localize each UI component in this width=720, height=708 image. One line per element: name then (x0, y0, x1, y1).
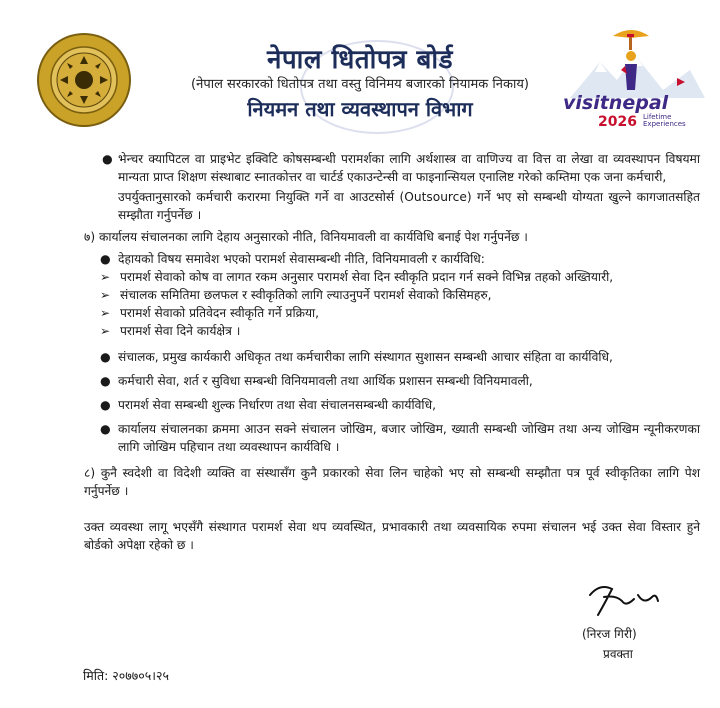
sub-bullet-1: ● देहायको विषय समावेश भएको परामर्श सेवासम्बन्धी नीति, विनियमावली र कार्यविधि: (100, 252, 485, 266)
page-subtitle: (नेपाल सरकारको धितोपत्र तथा वस्तु विनिमय बजारको नियामक निकाय) (191, 77, 529, 92)
signatory-role: प्रवक्ता (603, 647, 633, 661)
bullet-icon: ● (100, 350, 111, 364)
visit-nepal-tagline: Lifetime Experiences (643, 113, 686, 128)
bullet-icon: ● (100, 422, 111, 436)
arrow-item-3: ➢ परामर्श सेवाको प्रतिवेदन स्वीकृति गर्ने प्रक्रिया, (100, 306, 320, 320)
arrow-bullet-icon: ➢ (100, 288, 111, 302)
seal-graphic (36, 32, 132, 128)
sub-bullet-2: ● संचालक, प्रमुख कार्यकारी अधिकृत तथा कर्मचारीका लागि संस्थागत सुशासन सम्बन्धी आचार संहिता वा कार्यविधि, (100, 350, 613, 364)
bullet-text: भेन्चर क्यापिटल वा प्राइभेट इक्विटि कोषसम्बन्धी परामर्शका लागि अर्थशास्त्र वा वाणिज्य वा वित्त वा लेखा वा व्यवस्थापन विषयमा मान्यता प्राप्त शिक्षण संस्थाबाट स्नातकोत्तर वा चार्टर्ड एकाउन्टेन्सी वा फाइनान्सियल एनालिष्ट गरेको कम्तिमा एक जना कर्मचारी, (118, 152, 700, 184)
arrow-item-2: ➢ संचालक समितिमा छलफल र स्वीकृतिको लागि ल्याउनुपर्ने परामर्श सेवाको किसिमहरु, (100, 288, 492, 302)
arrow-bullet-icon: ➢ (100, 270, 111, 284)
signature (560, 575, 690, 655)
arrow-bullet-icon: ➢ (100, 306, 111, 320)
sub-bullet-3: ● कर्मचारी सेवा, शर्त र सुविधा सम्बन्धी विनियमावली तथा आर्थिक प्रशासन सम्बन्धी विनियमावली, (100, 374, 533, 388)
bullet-paragraph (70, 150, 700, 186)
item-8: ८) कुनै स्वदेशी वा विदेशी व्यक्ति वा संस्थासँग कुनै प्रकारको सेवा लिन चाहेको भए सो सम्बन्धी सम्झौता पत्र पूर्व स्वीकृतिका लागि पेश गर्नुपर्नेछ । (84, 466, 700, 498)
arrow-item-1: ➢ परामर्श सेवाको कोष वा लागत रकम अनुसार परामर्श सेवा दिन स्वीकृति प्रदान गर्न सक्ने विभिन्न तहको अख्तियारी, (100, 270, 614, 284)
letter-body (70, 150, 700, 554)
bullet-icon: ● (100, 398, 111, 412)
handwritten-signature (560, 575, 690, 625)
visit-nepal-year: 2026 (598, 114, 637, 130)
sub-bullet-4: ● परामर्श सेवा सम्बन्धी शुल्क निर्धारण तथा सेवा संचालनसम्बन्धी कार्यविधि, (100, 398, 436, 412)
sebon-seal-logo (36, 32, 132, 128)
signatory-name: (निरज गिरी) (582, 627, 637, 641)
letterhead (0, 0, 720, 150)
sub-bullet-5: ● कार्यालय संचालनका क्रममा आउन सक्ने संचालन जोखिम, बजार जोखिम, ख्याती सम्बन्धी जोखिम तथा अन्य जोखिम न्यूनीकरणका लागि जोखिम पहिचान तथा व्यवस्थापन कार्यविधि । (100, 422, 700, 454)
item-7: ७) कार्यालय संचालनका लागि देहाय अनुसारको नीति, विनियमावली वा कार्यविधि बनाई पेश गर्नुपर्नेछ । (84, 230, 528, 244)
department-name: नियमन तथा व्यवस्थापन विभाग (247, 97, 473, 121)
page-title: नेपाल धितोपत्र बोर्ड (266, 45, 454, 75)
bullet-icon: ● (102, 152, 113, 166)
closing-paragraph: उक्त व्यवस्था लागू भएसँगै संस्थागत परामर्श सेवा थप व्यवस्थित, प्रभावकारी तथा व्यवसायिक रुपमा संचालन भई उक्त सेवा विस्तार हुने बोर्डको अपेक्षा रहेको छ । (84, 520, 700, 552)
visit-nepal-wordmark: visitnepal (563, 92, 669, 114)
bullet-icon: ● (100, 252, 111, 266)
arrow-bullet-icon: ➢ (100, 324, 111, 338)
letter-date: मिति: २०७७०५।२५ (83, 668, 169, 683)
outsource-paragraph: उपर्युक्तानुसारको कर्मचारी करारमा नियुक्ति गर्ने वा आउटसोर्स (Outsource) गर्ने भए सो सम्बन्धी योग्यता खुल्ने कागजातसहित सम्झौता गर्नुपर्नेछ । (118, 190, 700, 222)
bullet-icon: ● (100, 374, 111, 388)
arrow-item-4: ➢ परामर्श सेवा दिने कार्यक्षेत्र । (100, 324, 241, 338)
